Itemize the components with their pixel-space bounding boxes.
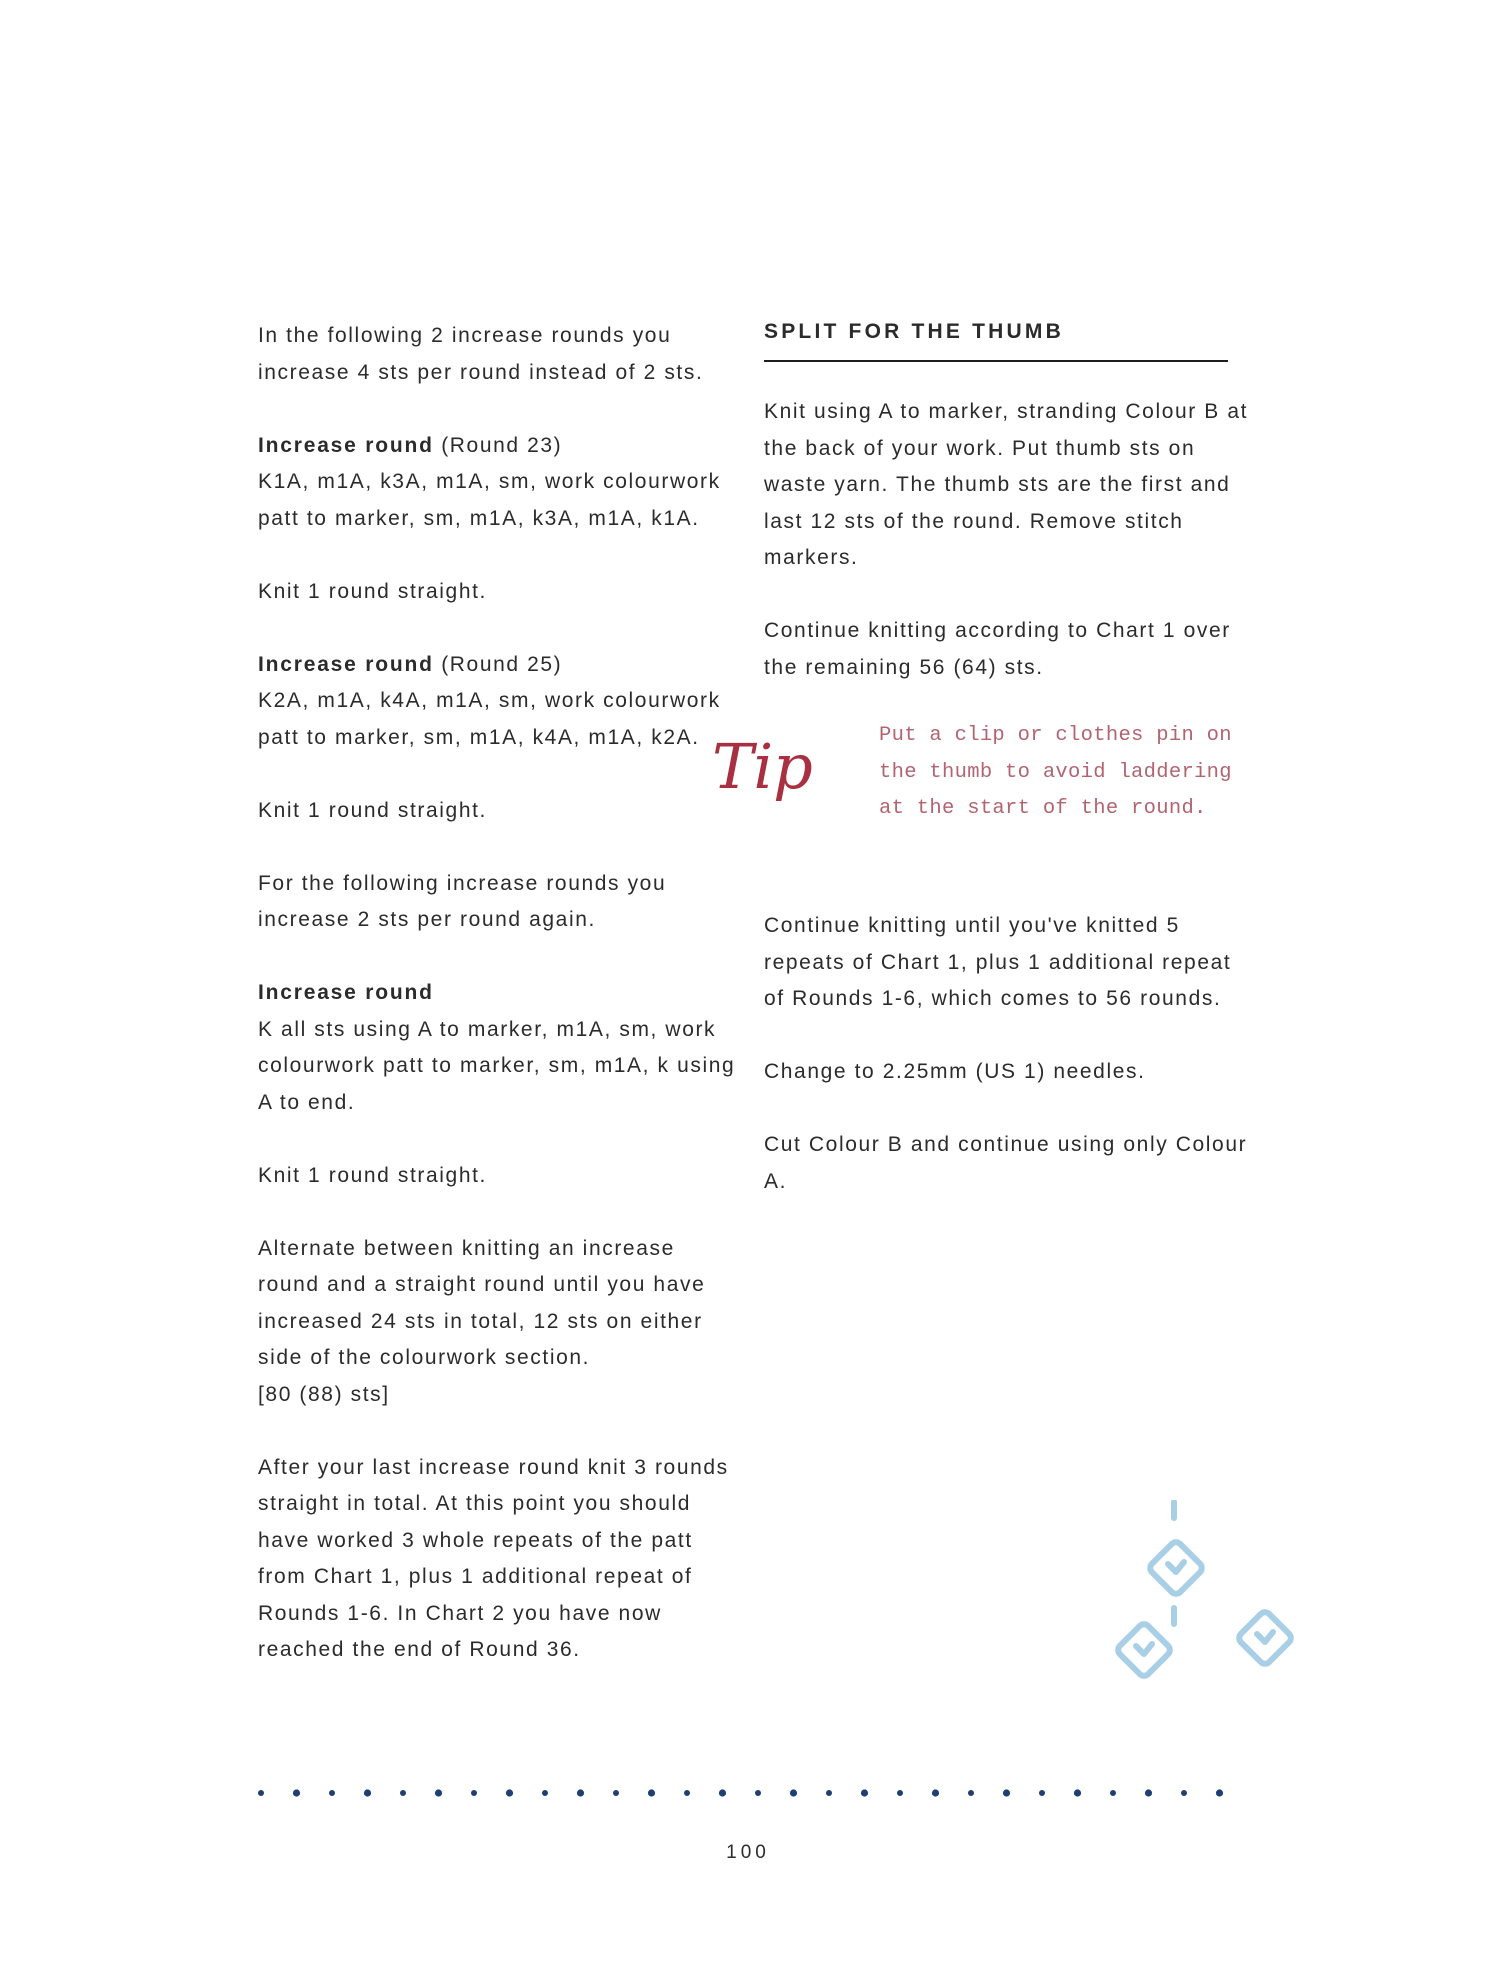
- page-number: 100: [726, 1842, 770, 1863]
- divider-dot: [719, 1789, 726, 1796]
- right-column: [712, 318, 1254, 1200]
- divider-dot: [861, 1789, 868, 1796]
- divider-dot: [577, 1789, 584, 1796]
- divider-dot: [329, 1790, 335, 1796]
- repeats-paragraph: Continue knitting until you've knitted 5 repeats of Chart 1, plus 1 additional repeat of Rounds 1-6, which comes to 56 rounds.: [764, 914, 1232, 1010]
- divider-dot: [932, 1789, 939, 1796]
- divider-dot: [542, 1790, 548, 1796]
- alternate-text: Alternate between knitting an increase round and a straight round until you have increased 24 sts in total, 12 sts on either side of the colourwork section.: [258, 1236, 706, 1369]
- divider-dot: [364, 1789, 371, 1796]
- continue-chart-paragraph: Continue knitting according to Chart 1 over the remaining 56 (64) sts.: [764, 619, 1231, 679]
- divider-dot: [1181, 1790, 1187, 1796]
- divider-dot: [648, 1789, 655, 1796]
- divider-dot: [1003, 1789, 1010, 1796]
- divider-dot: [826, 1790, 832, 1796]
- divider-dot: [968, 1790, 974, 1796]
- divider-dot: [684, 1790, 690, 1796]
- final-increase-paragraph: After your last increase round knit 3 rounds straight in total. At this point you should have worked 3 whole repeats of the patt from Chart 1, plus 1 additional repeat of Rounds 1-6. In Chart 2 you have now reached the end of Round 36.: [258, 1455, 729, 1661]
- increase-round-23: [258, 428, 738, 538]
- increase-instructions: K2A, m1A, k4A, m1A, sm, work colourwork patt to marker, sm, m1A, k4A, m1A, k2A.: [258, 689, 721, 749]
- divider-dot: [613, 1790, 619, 1796]
- divider-dot: [435, 1789, 442, 1796]
- round-number: (Round 23): [441, 433, 563, 457]
- left-column: [258, 318, 738, 1669]
- divider-dot: [897, 1790, 903, 1796]
- knit-straight-1: Knit 1 round straight.: [258, 579, 487, 603]
- round-number: (Round 25): [441, 652, 563, 676]
- increase-instructions: K all sts using A to marker, m1A, sm, work colourwork patt to marker, sm, m1A, k using A to end.: [258, 1017, 736, 1114]
- following-increase-paragraph: For the following increase rounds you increase 2 sts per round again.: [258, 871, 667, 931]
- divider-dot: [1039, 1790, 1045, 1796]
- knit-straight-2: Knit 1 round straight.: [258, 798, 487, 822]
- divider-dot: [1074, 1789, 1081, 1796]
- divider-dot: [471, 1790, 477, 1796]
- divider-dot: [506, 1789, 513, 1796]
- divider-dot: [293, 1789, 300, 1796]
- divider-dot: [755, 1790, 761, 1796]
- needles-paragraph: Change to 2.25mm (US 1) needles.: [764, 1060, 1146, 1083]
- knit-straight-3: Knit 1 round straight.: [258, 1163, 487, 1187]
- increase-round-25: [258, 647, 738, 757]
- diamond-ornament-icon: [1110, 1500, 1310, 1690]
- split-thumb-paragraph: Knit using A to marker, stranding Colour B at the back of your work. Put thumb sts on waste yarn. The thumb sts are the first and last 12 sts of the round. Remove stitch markers.: [764, 400, 1249, 569]
- stitch-count: [80 (88) sts]: [258, 1382, 390, 1406]
- increase-round-label: Increase round: [258, 433, 434, 457]
- dotted-divider: [255, 1787, 1235, 1799]
- increase-round-generic: [258, 975, 738, 1121]
- tip-box: [712, 722, 1254, 872]
- cut-colour-paragraph: Cut Colour B and continue using only Colour A.: [764, 1133, 1248, 1193]
- divider-dot: [790, 1789, 797, 1796]
- divider-dot: [1216, 1789, 1223, 1796]
- increase-round-label: Increase round: [258, 652, 434, 676]
- increase-round-label: Increase round: [258, 981, 434, 1004]
- divider-dot: [400, 1790, 406, 1796]
- divider-dot: [1110, 1790, 1116, 1796]
- tip-text: Put a clip or clothes pin on the thumb to avoid laddering at the start of the round.: [879, 724, 1232, 820]
- divider-dot: [1145, 1789, 1152, 1796]
- intro-paragraph: In the following 2 increase rounds you increase 4 sts per round instead of 2 sts.: [258, 324, 704, 384]
- section-heading: SPLIT FOR THE THUMB: [764, 318, 1228, 362]
- divider-dot: [258, 1790, 264, 1796]
- tip-label: Tip: [712, 730, 813, 803]
- alternate-paragraph: [258, 1231, 738, 1414]
- increase-instructions: K1A, m1A, k3A, m1A, sm, work colourwork patt to marker, sm, m1A, k3A, m1A, k1A.: [258, 470, 721, 530]
